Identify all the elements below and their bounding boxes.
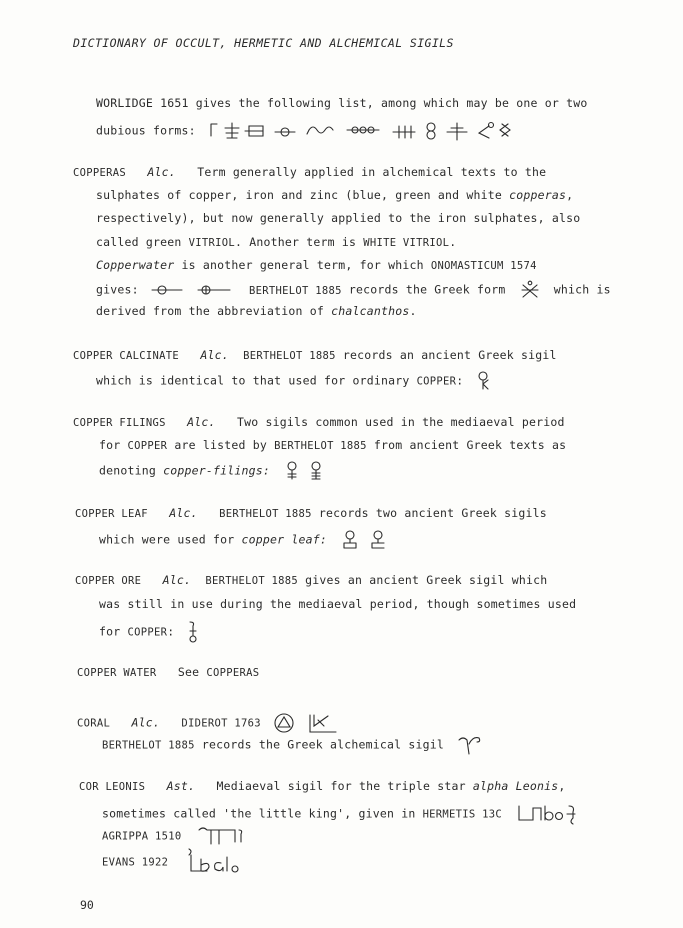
- copper-filings-headword: COPPER FILINGS: [73, 417, 166, 429]
- cor-leonis-agrippa-sigil: [197, 824, 247, 848]
- copper-ore-line-2: was still in use during the mediaeval period, though sometimes used: [99, 597, 577, 611]
- copperas-text-4c: . Another term is: [234, 235, 364, 249]
- coral-diderot-sigils: [274, 712, 340, 734]
- copper-ore-text-3c: :: [167, 624, 175, 639]
- copper-filings-text-2a: for: [99, 438, 128, 452]
- copperas-text-1: Term generally applied in alchemical texts to the: [197, 165, 547, 179]
- cor-leonis-evans-sigil: [183, 847, 249, 877]
- copper-leaf-text-2a: which were used for: [99, 532, 242, 547]
- copperas-text-2c: ,: [566, 188, 574, 202]
- cor-leonis-ref-agrippa: AGRIPPA 1510: [102, 830, 182, 843]
- running-head: DICTIONARY OF OCCULT, HERMETIC AND ALCHEMICAL SIGILS: [73, 36, 454, 50]
- copperas-line-6: [96, 281, 611, 299]
- copper-water-see: See: [177, 665, 207, 679]
- copperas-text-4a: called green: [96, 235, 189, 249]
- cor-leonis-text-2a: sometimes called 'the little king', given in: [102, 806, 423, 821]
- copper-filings-text-2e: from ancient Greek texts as: [366, 438, 567, 452]
- copperas-line-3: respectively), but now generally applied to the iron sulphates, also: [96, 211, 581, 225]
- cor-leonis-headword: COR LEONIS: [79, 781, 146, 793]
- copper-ore-headword: COPPER ORE: [75, 575, 142, 587]
- intro-line-1: WORLIDGE 1651 gives the following list, among which may be one or two: [96, 96, 588, 110]
- copperas-text-7b: chalcanthos: [331, 304, 410, 318]
- copperas-line-1: [73, 165, 546, 180]
- copper-filings-ref-berthelot: BERTHELOT 1885: [274, 440, 367, 452]
- copperas-ref-white-vitriol: WHITE VITRIOL: [363, 237, 450, 249]
- cor-leonis-ref-evans: EVANS 1922: [102, 856, 169, 869]
- copper-leaf-line-1: [75, 506, 547, 521]
- coral-line-1: [77, 712, 340, 734]
- copperas-line-7: [96, 304, 417, 318]
- coral-line-2: [102, 734, 483, 756]
- cor-leonis-line-4: [102, 847, 249, 877]
- copperas-text-6c: records the Greek form: [341, 282, 506, 297]
- copperas-category: Alc.: [147, 165, 176, 179]
- cor-leonis-ref-hermetis: HERMETIS 13C: [422, 808, 503, 821]
- copper-leaf-line-2: [99, 530, 392, 550]
- copper-leaf-sigils: [342, 530, 392, 550]
- copper-filings-text-3a: denoting: [99, 463, 164, 478]
- cor-leonis-line-1: [79, 779, 566, 794]
- cor-leonis-hermetis-sigil: [517, 802, 581, 826]
- cor-leonis-category: Ast.: [166, 779, 196, 793]
- copper-water-ref: COPPERAS: [206, 667, 260, 679]
- cor-leonis-text-1b: alpha Leonis: [472, 779, 559, 793]
- copper-calcinate-text-1: records an ancient Greek sigil: [335, 348, 557, 362]
- copper-calcinate-text-2a: which is identical to that used for ordinary: [96, 373, 417, 388]
- copper-filings-line-1: [73, 415, 565, 430]
- copper-calcinate-category: Alc.: [200, 348, 229, 362]
- copper-water-headword: COPPER WATER: [77, 667, 157, 679]
- cor-leonis-line-2: [102, 802, 581, 826]
- copper-calcinate-ref-copper: COPPER: [416, 375, 457, 388]
- copper-calcinate-ref: BERTHELOT 1885: [243, 350, 336, 362]
- copper-filings-ref-copper: COPPER: [127, 440, 168, 452]
- coral-headword: CORAL: [77, 717, 111, 730]
- copperas-ref-vitriol: VITRIOL: [188, 237, 235, 249]
- copper-ore-line-1: [75, 573, 547, 588]
- copperwater-sigils: [150, 283, 236, 297]
- copper-filings-text-3b: copper-filings:: [163, 463, 270, 478]
- copper-leaf-headword: COPPER LEAF: [75, 508, 148, 520]
- copper-filings-text-2c: are listed by: [167, 438, 275, 452]
- copper-ore-line-3: [99, 620, 199, 644]
- copper-calcinate-headword: COPPER CALCINATE: [73, 350, 179, 362]
- copperas-text-2a: sulphates of copper, iron and zinc (blue, green and white: [96, 188, 510, 202]
- copper-calcinate-sigil: [477, 371, 491, 391]
- copper-leaf-text-2b: copper leaf:: [241, 532, 327, 547]
- copperas-text-6a: gives:: [96, 282, 139, 297]
- copper-leaf-text-1: records two ancient Greek sigils: [311, 506, 547, 520]
- copperas-text-5a: Copperwater: [96, 258, 175, 272]
- copper-filings-line-3: [99, 461, 329, 481]
- copperas-line-5: [96, 258, 537, 273]
- copperas-text-2b: copperas: [509, 188, 567, 202]
- cor-leonis-text-1a: Mediaeval sigil for the triple star: [216, 779, 473, 793]
- coral-text-2: records the Greek alchemical sigil: [194, 737, 445, 752]
- coral-category: Alc.: [131, 715, 160, 730]
- copper-leaf-category: Alc.: [169, 506, 198, 520]
- copper-ore-ref-copper: COPPER: [127, 626, 168, 639]
- copperas-text-4e: .: [449, 235, 457, 249]
- intro-line-2: [96, 120, 554, 142]
- copper-calcinate-line-2: [96, 371, 491, 391]
- cor-leonis-line-3: [102, 824, 247, 848]
- copperas-greek-sigil: [519, 281, 541, 299]
- copper-leaf-ref: BERTHELOT 1885: [219, 508, 312, 520]
- copper-filings-sigils: [285, 461, 329, 481]
- copperas-ref-onomasticum: ONOMASTICUM 1574: [430, 260, 537, 272]
- coral-ref-berthelot: BERTHELOT 1885: [102, 739, 195, 752]
- copper-ore-ref: BERTHELOT 1885: [205, 575, 299, 587]
- intro-line-2-text: dubious forms:: [96, 123, 196, 138]
- copper-ore-text-1: gives an ancient Greek sigil which: [298, 573, 548, 587]
- copperas-text-5b: is another general term, for which: [174, 258, 431, 272]
- copper-filings-category: Alc.: [187, 415, 216, 429]
- copper-ore-sigil: [187, 620, 199, 644]
- copper-filings-line-2: [99, 438, 566, 453]
- copperas-text-7c: .: [409, 304, 417, 318]
- copperas-text-6d: which is: [553, 282, 611, 297]
- copper-ore-category: Alc.: [162, 573, 192, 587]
- copper-ore-text-3a: for: [99, 624, 128, 639]
- copperas-text-7a: derived from the abbreviation of: [96, 304, 332, 318]
- copper-calcinate-line-1: [73, 348, 557, 363]
- copperas-line-2: [96, 188, 573, 202]
- cor-leonis-text-1c: ,: [558, 779, 566, 793]
- coral-ref-diderot: DIDEROT 1763: [181, 717, 261, 730]
- page-number: 90: [80, 898, 94, 912]
- copper-calcinate-text-2c: :: [456, 373, 464, 388]
- copper-water-line: [77, 665, 259, 680]
- worlidge-sigils: [209, 120, 554, 142]
- copperas-line-4: [96, 235, 456, 250]
- copperas-ref-berthelot: BERTHELOT 1885: [249, 284, 342, 297]
- coral-greek-sigil: [457, 734, 483, 756]
- copperas-headword: COPPERAS: [73, 167, 126, 179]
- copper-filings-text-1: Two sigils common used in the mediaeval period: [236, 415, 565, 429]
